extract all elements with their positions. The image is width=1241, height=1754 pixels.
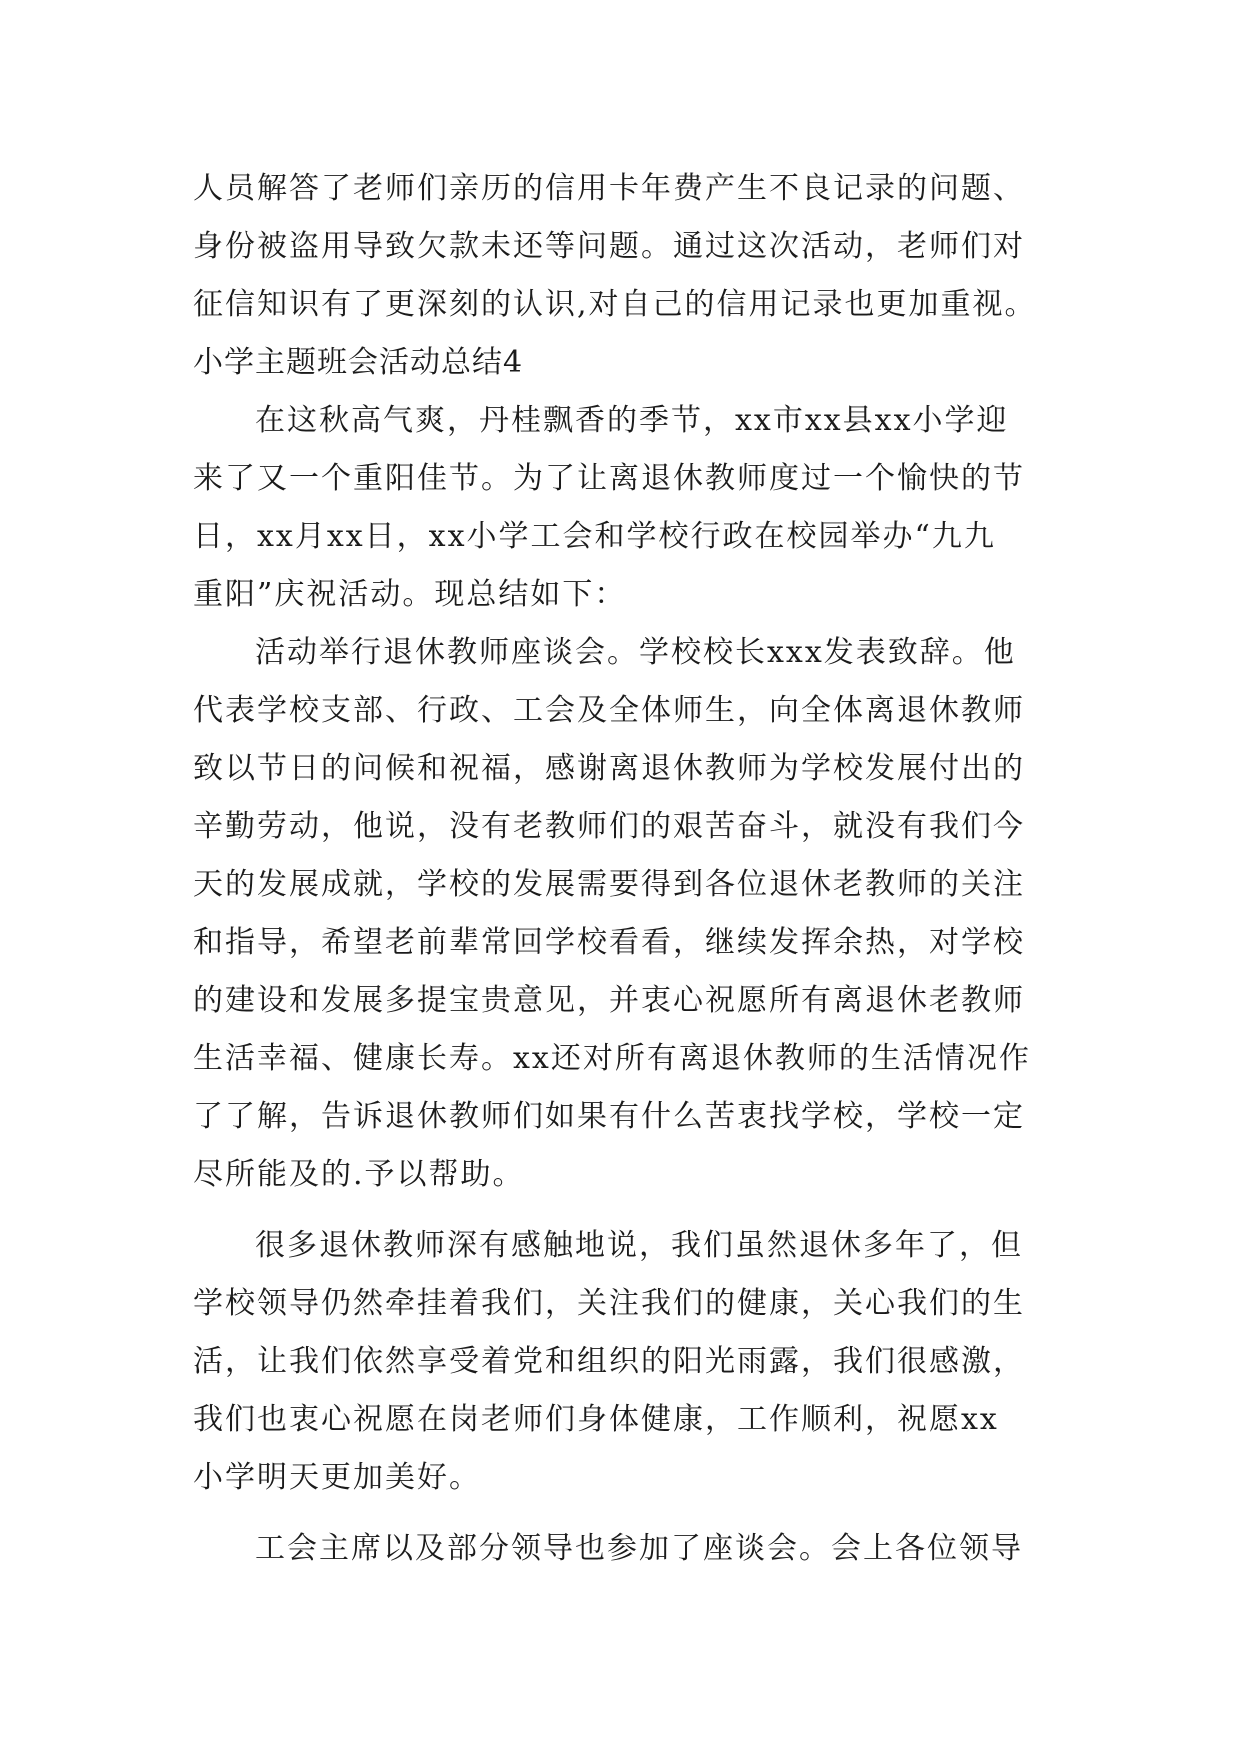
text-line: 尽所能及的.予以帮助。 <box>193 1157 525 1192</box>
text-line: 在这秋高气爽，丹桂飘香的季节，xx市xx县xx小学迎 <box>255 403 1009 438</box>
paragraph-union <box>193 1520 1093 1578</box>
paragraph-holiday-intro <box>193 392 1093 624</box>
text-line: 征信知识有了更深刻的认识,对自己的信用记录也更加重视。 <box>193 287 1037 322</box>
section-title: 小学主题班会活动总结4 <box>193 345 524 380</box>
text-line: 了了解，告诉退休教师们如果有什么苦衷找学校，学校一定 <box>193 1099 1025 1134</box>
text-line: 活动举行退休教师座谈会。学校校长xxx发表致辞。他 <box>255 635 1016 670</box>
text-line: 活，让我们依然享受着党和组织的阳光雨露，我们很感激， <box>193 1344 1025 1379</box>
text-line: 的建设和发展多提宝贵意见，并衷心祝愿所有离退休老教师 <box>193 983 1025 1018</box>
paragraph-teacher-feedback <box>193 1217 1093 1507</box>
paragraph-gap <box>193 1204 1093 1217</box>
text-line: 来了又一个重阳佳节。为了让离退休教师度过一个愉快的节 <box>193 461 1025 496</box>
text-line: 代表学校支部、行政、工会及全体师生，向全体离退休教师 <box>193 693 1025 728</box>
paragraph-gap <box>193 1507 1093 1520</box>
document-body <box>193 160 1093 1578</box>
text-line: 小学明天更加美好。 <box>193 1460 481 1495</box>
text-line: 天的发展成就，学校的发展需要得到各位退休老教师的关注 <box>193 867 1025 902</box>
paragraph-forum <box>193 624 1093 1204</box>
text-line: 我们也衷心祝愿在岗老师们身体健康，工作顺利，祝愿xx <box>193 1402 999 1437</box>
text-line: 辛勤劳动，他说，没有老教师们的艰苦奋斗，就没有我们今 <box>193 809 1025 844</box>
text-line: 身份被盗用导致欠款未还等问题。通过这次活动，老师们对 <box>193 229 1025 264</box>
text-line: 日，xx月xx日，xx小学工会和学校行政在校园举办“九九 <box>193 519 996 554</box>
text-line: 致以节日的问候和祝福，感谢离退休教师为学校发展付出的 <box>193 751 1025 786</box>
text-line: 重阳”庆祝活动。现总结如下： <box>193 577 627 612</box>
text-line: 和指导，希望老前辈常回学校看看，继续发挥余热，对学校 <box>193 925 1025 960</box>
text-line: 生活幸福、健康长寿。xx还对所有离退休教师的生活情况作 <box>193 1041 1031 1076</box>
text-line: 工会主席以及部分领导也参加了座谈会。会上各位领导 <box>255 1531 1023 1566</box>
intro-paragraph <box>193 160 1093 334</box>
text-line: 学校领导仍然牵挂着我们，关注我们的健康，关心我们的生 <box>193 1286 1025 1321</box>
text-line: 人员解答了老师们亲历的信用卡年费产生不良记录的问题、 <box>193 171 1025 206</box>
text-line: 很多退休教师深有感触地说，我们虽然退休多年了，但 <box>255 1228 1023 1263</box>
